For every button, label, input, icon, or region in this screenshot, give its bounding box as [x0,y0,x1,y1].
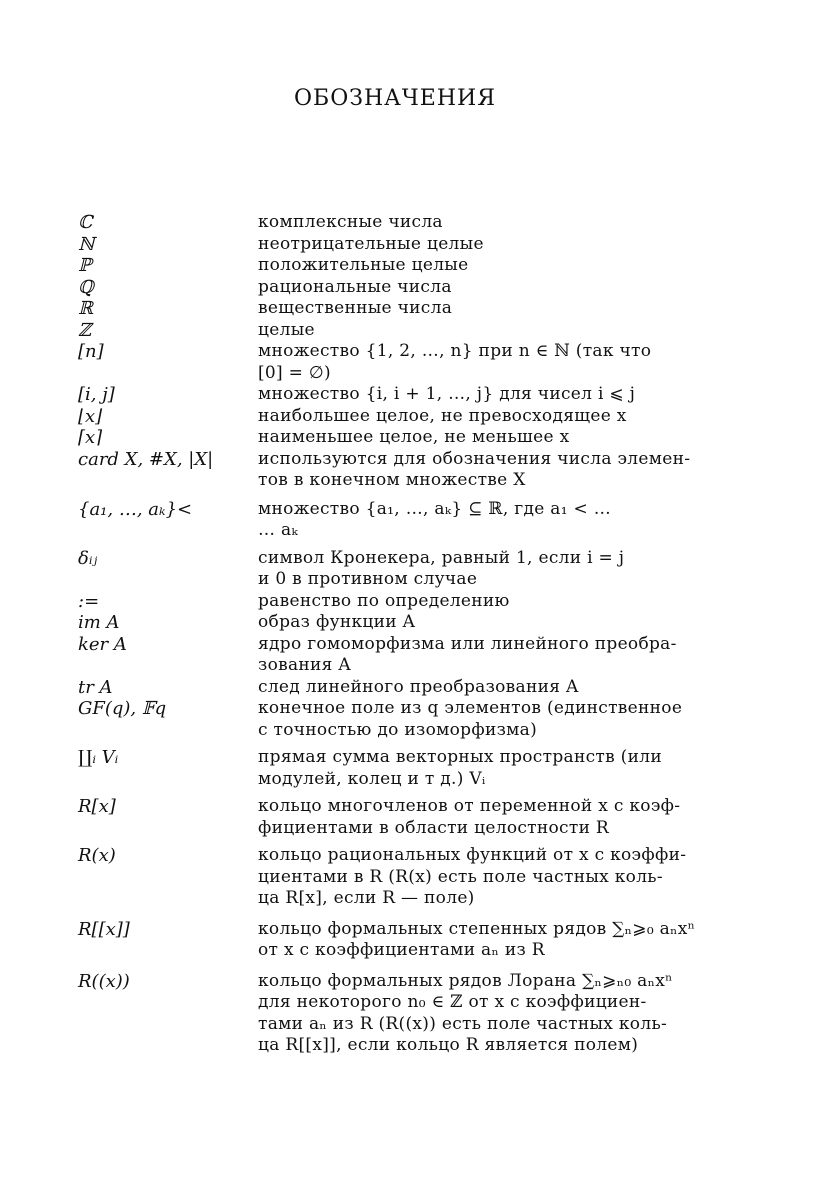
notation-definition [258,234,708,256]
notation-symbol: GF(q), 𝔽q [78,698,167,719]
notation-definition [258,698,708,741]
definition-line: наименьшее целое, не меньшее x [258,427,570,447]
definition-line: положительные целые [258,255,469,275]
notation-symbol: ℚ [78,276,94,298]
notation-symbol: R[[x]] [78,918,130,940]
definition-line: фициентами в области целостности R [258,817,610,838]
notation-symbol: ℙ [78,255,92,276]
notation-symbol: R((x)) [78,970,130,992]
definition-line: наибольшее целое, не превосходящее x [258,405,627,426]
notation-entry [78,384,728,406]
notation-entry [78,234,728,256]
definition-line: рациональные числа [258,276,452,297]
notation-definition [258,971,708,1057]
notation-entry [78,449,728,492]
notation-definition [258,320,708,342]
definition-line: след линейного преобразования A [258,676,579,697]
definition-line: множество {i, i + 1, …, j} для чисел i ⩽ j [258,384,636,404]
notation-entry [78,320,728,342]
notation-definition [258,277,708,299]
definition-line: для некоторого n₀ ∈ ℤ от x с коэффициен- [258,992,647,1012]
notation-definition [258,255,708,277]
definition-line: целые [258,319,315,340]
notation-entry [78,277,728,299]
definition-line: … aₖ [258,520,298,540]
definition-line: ядро гомоморфизма или линейного преобра- [258,633,677,654]
notation-symbol: R[x] [78,796,116,817]
notation-definition [258,384,708,406]
notation-entry [78,548,728,591]
definition-line: символ Кронекера, равный 1, если i = j [258,547,625,568]
notation-definition [258,591,708,613]
notation-definition [258,298,708,320]
definition-line: ца R[x], если R — поле) [258,888,475,908]
notation-symbol: tr A [78,676,113,698]
definition-line: вещественные числа [258,298,453,318]
notation-symbol: R(x) [78,845,116,866]
definition-line: [0] = ∅) [258,362,331,383]
notation-entry [78,427,728,449]
notation-definition [258,919,708,962]
definition-line: используются для обозначения числа элемен- [258,448,691,469]
notation-entry [78,698,728,741]
definition-line: циентами в R (R(x) есть поле частных коль- [258,866,663,887]
notation-entry [78,612,728,634]
notation-symbol: := [78,590,100,612]
definition-line: кольцо рациональных функций от x с коэффи- [258,845,687,865]
definition-line: кольцо формальных рядов Лорана ∑ₙ⩾ₙ₀ aₙxⁿ [258,970,673,991]
notation-entry [78,919,728,962]
definition-line: от x с коэффициентами aₙ из R [258,940,545,960]
notation-definition [258,341,708,384]
notation-definition [258,449,708,492]
notation-definition [258,845,708,910]
notation-symbol: ℕ [78,233,95,255]
definition-line: множество {1, 2, …, n} при n ∈ ℕ (так что [258,341,652,361]
notation-definition [258,499,708,542]
notation-definition [258,212,708,234]
notation-symbol: im A [78,612,120,633]
definition-line: кольцо формальных степенных рядов ∑ₙ⩾₀ aₙxⁿ [258,918,696,939]
notation-entry [78,499,728,542]
notation-symbol: ⌊x⌋ [78,405,103,427]
definition-line: и 0 в противном случае [258,569,478,589]
definition-line: кольцо многочленов от переменной x с коэф- [258,796,681,816]
notation-entry [78,298,728,320]
definition-line: комплексные числа [258,212,443,232]
definition-line: тами aₙ из R (R((x)) есть поле частных коль- [258,1013,668,1034]
definition-line: зования A [258,655,351,675]
notation-entry [78,634,728,677]
notation-entry [78,677,728,699]
notation-symbol: ℤ [78,319,92,341]
notation-entry [78,212,728,234]
notation-entry [78,341,728,384]
notation-definition [258,427,708,449]
notation-entry [78,845,728,910]
definition-line: множество {a₁, …, aₖ} ⊆ ℝ, где a₁ < … [258,498,612,519]
definition-line: прямая сумма векторных пространств (или [258,747,662,767]
notation-entry [78,796,728,839]
notation-symbol: δᵢⱼ [78,547,98,569]
definition-line: ца R[[x]], если кольцо R является полем) [258,1035,639,1055]
definition-line: с точностью до изоморфизма) [258,719,538,740]
page-title: ОБОЗНАЧЕНИЯ [294,86,496,111]
notation-definition [258,747,708,790]
notation-definition [258,634,708,677]
definition-line: образ функции A [258,612,416,632]
definition-line: неотрицательные целые [258,233,484,254]
notation-symbol: card X, #X, |X| [78,448,214,470]
notation-entry [78,747,728,790]
notation-symbol: ⌈x⌉ [78,427,103,448]
notation-symbol: {a₁, …, aₖ}< [78,498,193,520]
notation-entry [78,255,728,277]
notation-symbol: ℝ [78,298,93,319]
notation-list [78,212,728,1057]
definition-line: конечное поле из q элементов (единственное [258,698,683,718]
definition-line: модулей, колец и т д.) Vᵢ [258,768,486,789]
notation-definition [258,796,708,839]
notation-symbol: [i, j] [78,384,115,405]
notation-symbol: ℂ [78,212,93,233]
definition-line: равенство по определению [258,590,510,611]
notation-definition [258,677,708,699]
notation-definition [258,612,708,634]
notation-symbol: [n] [78,341,104,362]
notation-definition [258,548,708,591]
notation-definition [258,406,708,428]
notation-symbol: ker A [78,633,127,655]
notation-entry [78,406,728,428]
definition-line: тов в конечном множестве X [258,470,526,490]
notation-entry [78,591,728,613]
notation-symbol: ∐ᵢ Vᵢ [78,747,119,768]
notation-entry [78,971,728,1057]
